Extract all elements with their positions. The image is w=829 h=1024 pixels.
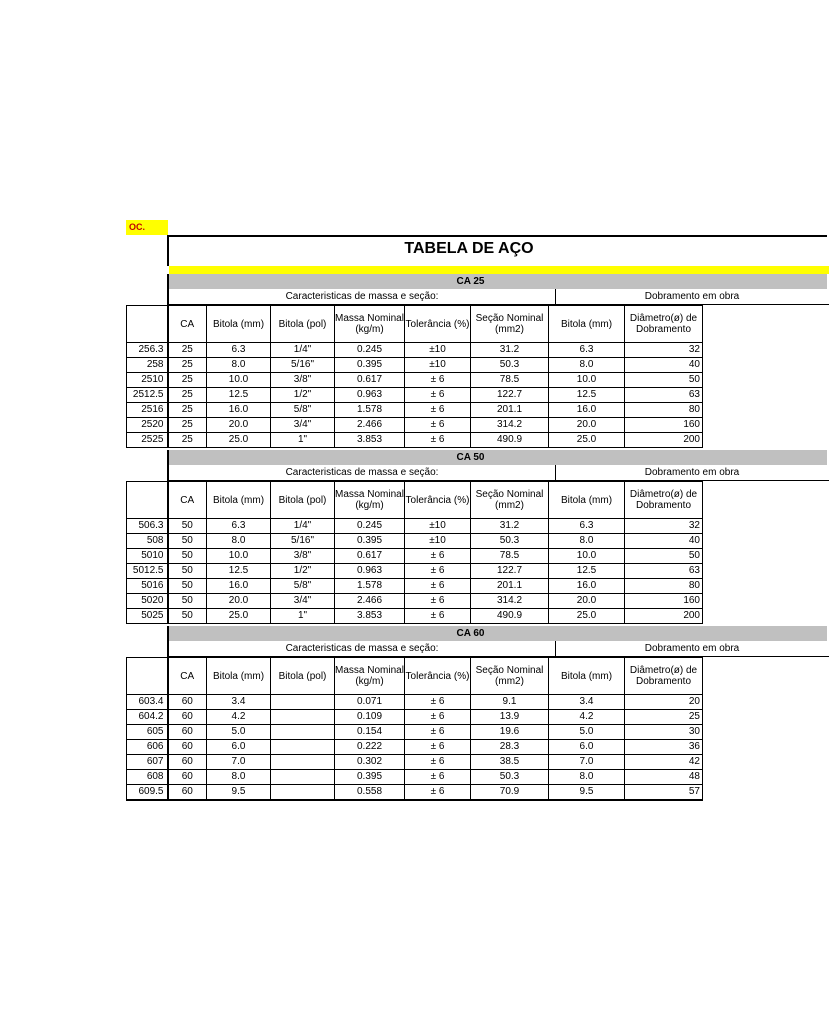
data-table xyxy=(126,305,703,448)
cell-ca: 25 xyxy=(168,433,207,448)
cell-tol: ± 6 xyxy=(405,564,471,579)
cell-tol: ±10 xyxy=(405,343,471,358)
cell-massa: 1.578 xyxy=(335,579,405,594)
column-header-tolerancia: Tolerância (%) xyxy=(405,658,471,695)
cell-pol xyxy=(271,755,335,770)
column-header-bitola-pol: Bitola (pol) xyxy=(271,306,335,343)
cell-diam: 160 xyxy=(625,418,703,433)
column-header-bitola-pol: Bitola (pol) xyxy=(271,658,335,695)
cell-tol: ± 6 xyxy=(405,695,471,710)
cell-massa: 0.395 xyxy=(335,358,405,373)
oc-label: OC. xyxy=(126,220,168,235)
cell-pol: 3/8" xyxy=(271,373,335,388)
cell-tol: ± 6 xyxy=(405,594,471,609)
cell-dmm: 12.5 xyxy=(549,388,625,403)
cell-mm: 8.0 xyxy=(207,358,271,373)
cell-dmm: 3.4 xyxy=(549,695,625,710)
cell-mm: 6.0 xyxy=(207,740,271,755)
cell-code: 609.5 xyxy=(127,785,168,801)
cell-mm: 16.0 xyxy=(207,403,271,418)
cell-tol: ± 6 xyxy=(405,609,471,624)
cell-pol: 1" xyxy=(271,609,335,624)
cell-tol: ± 6 xyxy=(405,725,471,740)
table-row xyxy=(127,785,703,801)
cell-code: 5010 xyxy=(127,549,168,564)
cell-tol: ± 6 xyxy=(405,418,471,433)
column-header-dob-bitola: Bitola (mm) xyxy=(549,482,625,519)
cell-ca: 50 xyxy=(168,549,207,564)
cell-mm: 12.5 xyxy=(207,388,271,403)
cell-massa: 0.302 xyxy=(335,755,405,770)
data-table xyxy=(126,657,703,801)
cell-massa: 0.395 xyxy=(335,770,405,785)
cell-diam: 50 xyxy=(625,373,703,388)
cell-diam: 200 xyxy=(625,433,703,448)
cell-dmm: 6.3 xyxy=(549,343,625,358)
column-header-row xyxy=(127,658,703,695)
cell-tol: ± 6 xyxy=(405,755,471,770)
cell-diam: 80 xyxy=(625,579,703,594)
title-highlight-bar xyxy=(169,266,829,274)
cell-mm: 5.0 xyxy=(207,725,271,740)
cell-dmm: 25.0 xyxy=(549,609,625,624)
steel-table xyxy=(126,235,826,797)
column-header-row xyxy=(127,482,703,519)
cell-code: 256.3 xyxy=(127,343,168,358)
cell-tol: ± 6 xyxy=(405,579,471,594)
column-header-diametro: Diâmetro(ø) de Dobramento xyxy=(625,482,703,519)
cell-secao: 50.3 xyxy=(471,358,549,373)
cell-ca: 50 xyxy=(168,564,207,579)
cell-diam: 30 xyxy=(625,725,703,740)
cell-tol: ±10 xyxy=(405,358,471,373)
cell-massa: 0.558 xyxy=(335,785,405,801)
cell-code: 5025 xyxy=(127,609,168,624)
cell-mm: 8.0 xyxy=(207,534,271,549)
cell-dmm: 8.0 xyxy=(549,358,625,373)
cell-massa: 0.617 xyxy=(335,373,405,388)
cell-dmm: 25.0 xyxy=(549,433,625,448)
cell-tol: ± 6 xyxy=(405,373,471,388)
column-header-bitola-mm: Bitola (mm) xyxy=(207,482,271,519)
column-header-ca: CA xyxy=(168,306,207,343)
cell-ca: 60 xyxy=(168,725,207,740)
table-row xyxy=(127,388,703,403)
cell-secao: 78.5 xyxy=(471,373,549,388)
cell-ca: 50 xyxy=(168,594,207,609)
cell-tol: ± 6 xyxy=(405,785,471,801)
cell-massa: 3.853 xyxy=(335,609,405,624)
cell-pol xyxy=(271,740,335,755)
cell-code: 5012.5 xyxy=(127,564,168,579)
group-header-bending: Dobramento em obra xyxy=(555,465,829,481)
cell-code: 608 xyxy=(127,770,168,785)
cell-dmm: 7.0 xyxy=(549,755,625,770)
cell-pol xyxy=(271,785,335,801)
cell-secao: 122.7 xyxy=(471,388,549,403)
cell-dmm: 20.0 xyxy=(549,418,625,433)
cell-tol: ± 6 xyxy=(405,770,471,785)
table-viewport xyxy=(126,235,740,805)
cell-dmm: 8.0 xyxy=(549,770,625,785)
cell-diam: 200 xyxy=(625,609,703,624)
cell-massa: 0.963 xyxy=(335,388,405,403)
cell-massa: 1.578 xyxy=(335,403,405,418)
cell-massa: 3.853 xyxy=(335,433,405,448)
cell-secao: 490.9 xyxy=(471,433,549,448)
cell-mm: 7.0 xyxy=(207,755,271,770)
column-header-bitola-mm: Bitola (mm) xyxy=(207,658,271,695)
cell-diam: 63 xyxy=(625,388,703,403)
cell-diam: 63 xyxy=(625,564,703,579)
cell-diam: 48 xyxy=(625,770,703,785)
column-header-dob-bitola: Bitola (mm) xyxy=(549,306,625,343)
cell-mm: 8.0 xyxy=(207,770,271,785)
cell-diam: 20 xyxy=(625,695,703,710)
cell-massa: 0.617 xyxy=(335,549,405,564)
cell-secao: 31.2 xyxy=(471,519,549,534)
cell-code: 2512.5 xyxy=(127,388,168,403)
cell-secao: 70.9 xyxy=(471,785,549,801)
section-label: CA 60 xyxy=(456,628,485,639)
group-header-characteristics: Caracteristicas de massa e seção: xyxy=(169,465,556,481)
data-table xyxy=(126,481,703,624)
cell-secao: 50.3 xyxy=(471,770,549,785)
cell-secao: 31.2 xyxy=(471,343,549,358)
cell-tol: ± 6 xyxy=(405,433,471,448)
cell-secao: 9.1 xyxy=(471,695,549,710)
column-header-tolerancia: Tolerância (%) xyxy=(405,306,471,343)
table-row xyxy=(127,710,703,725)
cell-code: 2525 xyxy=(127,433,168,448)
cell-pol: 1/2" xyxy=(271,564,335,579)
cell-pol: 1/2" xyxy=(271,388,335,403)
cell-massa: 0.395 xyxy=(335,534,405,549)
table-row xyxy=(127,343,703,358)
cell-pol: 5/8" xyxy=(271,579,335,594)
cell-ca: 60 xyxy=(168,695,207,710)
cell-dmm: 16.0 xyxy=(549,403,625,418)
cell-secao: 314.2 xyxy=(471,594,549,609)
cell-dmm: 6.3 xyxy=(549,519,625,534)
cell-secao: 13.9 xyxy=(471,710,549,725)
section-header xyxy=(167,274,827,289)
cell-secao: 19.6 xyxy=(471,725,549,740)
column-header-code xyxy=(127,306,168,343)
cell-tol: ± 6 xyxy=(405,740,471,755)
cell-secao: 490.9 xyxy=(471,609,549,624)
cell-diam: 160 xyxy=(625,594,703,609)
cell-mm: 12.5 xyxy=(207,564,271,579)
cell-code: 2520 xyxy=(127,418,168,433)
cell-ca: 50 xyxy=(168,519,207,534)
section-label: CA 50 xyxy=(456,452,485,463)
cell-mm: 6.3 xyxy=(207,519,271,534)
cell-mm: 10.0 xyxy=(207,373,271,388)
cell-mm: 3.4 xyxy=(207,695,271,710)
column-header-massa: Massa Nominal (kg/m) xyxy=(335,482,405,519)
cell-code: 605 xyxy=(127,725,168,740)
cell-massa: 0.963 xyxy=(335,564,405,579)
group-header-characteristics: Caracteristicas de massa e seção: xyxy=(169,641,556,657)
cell-dmm: 10.0 xyxy=(549,549,625,564)
cell-secao: 78.5 xyxy=(471,549,549,564)
group-header-row xyxy=(167,641,827,657)
cell-dmm: 6.0 xyxy=(549,740,625,755)
cell-code: 607 xyxy=(127,755,168,770)
cell-pol: 5/8" xyxy=(271,403,335,418)
cell-code: 603.4 xyxy=(127,695,168,710)
cell-dmm: 20.0 xyxy=(549,594,625,609)
column-header-dob-bitola: Bitola (mm) xyxy=(549,658,625,695)
cell-secao: 50.3 xyxy=(471,534,549,549)
cell-ca: 25 xyxy=(168,358,207,373)
cell-pol: 5/16" xyxy=(271,358,335,373)
cell-dmm: 8.0 xyxy=(549,534,625,549)
cell-code: 5020 xyxy=(127,594,168,609)
cell-ca: 50 xyxy=(168,534,207,549)
cell-massa: 0.154 xyxy=(335,725,405,740)
cell-diam: 32 xyxy=(625,343,703,358)
table-row xyxy=(127,403,703,418)
page-title: TABELA DE AÇO xyxy=(404,240,534,257)
cell-ca: 25 xyxy=(168,343,207,358)
cell-massa: 2.466 xyxy=(335,418,405,433)
cell-dmm: 5.0 xyxy=(549,725,625,740)
cell-pol: 1/4" xyxy=(271,519,335,534)
group-header-row xyxy=(167,289,827,305)
cell-pol xyxy=(271,710,335,725)
cell-massa: 0.245 xyxy=(335,343,405,358)
group-header-bending: Dobramento em obra xyxy=(555,641,829,657)
cell-mm: 20.0 xyxy=(207,594,271,609)
cell-ca: 25 xyxy=(168,388,207,403)
cell-diam: 57 xyxy=(625,785,703,801)
table-row xyxy=(127,695,703,710)
column-header-code xyxy=(127,482,168,519)
cell-pol xyxy=(271,725,335,740)
cell-ca: 25 xyxy=(168,403,207,418)
table-row xyxy=(127,358,703,373)
cell-mm: 4.2 xyxy=(207,710,271,725)
cell-dmm: 12.5 xyxy=(549,564,625,579)
column-header-secao: Seção Nominal (mm2) xyxy=(471,482,549,519)
cell-tol: ±10 xyxy=(405,519,471,534)
column-header-bitola-pol: Bitola (pol) xyxy=(271,482,335,519)
cell-dmm: 4.2 xyxy=(549,710,625,725)
table-row xyxy=(127,373,703,388)
column-header-diametro: Diâmetro(ø) de Dobramento xyxy=(625,658,703,695)
table-row xyxy=(127,549,703,564)
cell-dmm: 16.0 xyxy=(549,579,625,594)
cell-mm: 6.3 xyxy=(207,343,271,358)
cell-mm: 9.5 xyxy=(207,785,271,801)
cell-ca: 50 xyxy=(168,609,207,624)
column-header-bitola-mm: Bitola (mm) xyxy=(207,306,271,343)
cell-code: 5016 xyxy=(127,579,168,594)
column-header-secao: Seção Nominal (mm2) xyxy=(471,658,549,695)
cell-tol: ± 6 xyxy=(405,403,471,418)
title-row xyxy=(126,235,826,266)
cell-code: 258 xyxy=(127,358,168,373)
cell-massa: 0.222 xyxy=(335,740,405,755)
section-header xyxy=(167,626,827,641)
cell-ca: 60 xyxy=(168,755,207,770)
table-row xyxy=(127,740,703,755)
cell-diam: 40 xyxy=(625,358,703,373)
column-header-code xyxy=(127,658,168,695)
cell-diam: 32 xyxy=(625,519,703,534)
cell-diam: 80 xyxy=(625,403,703,418)
cell-ca: 25 xyxy=(168,373,207,388)
cell-code: 2510 xyxy=(127,373,168,388)
cell-massa: 2.466 xyxy=(335,594,405,609)
table-row xyxy=(127,755,703,770)
cell-ca: 25 xyxy=(168,418,207,433)
column-header-ca: CA xyxy=(168,482,207,519)
cell-secao: 122.7 xyxy=(471,564,549,579)
cell-diam: 36 xyxy=(625,740,703,755)
cell-secao: 201.1 xyxy=(471,579,549,594)
cell-dmm: 9.5 xyxy=(549,785,625,801)
group-header-characteristics: Caracteristicas de massa e seção: xyxy=(169,289,556,305)
table-row xyxy=(127,433,703,448)
table-row xyxy=(127,770,703,785)
cell-pol: 3/4" xyxy=(271,418,335,433)
cell-diam: 42 xyxy=(625,755,703,770)
cell-mm: 16.0 xyxy=(207,579,271,594)
table-row xyxy=(127,418,703,433)
table-row xyxy=(127,594,703,609)
column-header-massa: Massa Nominal (kg/m) xyxy=(335,658,405,695)
section-label: CA 25 xyxy=(456,276,485,287)
section-header xyxy=(167,450,827,465)
table-row xyxy=(127,564,703,579)
cell-code: 604.2 xyxy=(127,710,168,725)
cell-massa: 0.071 xyxy=(335,695,405,710)
column-header-massa: Massa Nominal (kg/m) xyxy=(335,306,405,343)
cell-massa: 0.245 xyxy=(335,519,405,534)
cell-tol: ± 6 xyxy=(405,549,471,564)
cell-pol: 5/16" xyxy=(271,534,335,549)
column-header-ca: CA xyxy=(168,658,207,695)
cell-ca: 50 xyxy=(168,579,207,594)
cell-pol: 1" xyxy=(271,433,335,448)
column-header-secao: Seção Nominal (mm2) xyxy=(471,306,549,343)
table-row xyxy=(127,579,703,594)
cell-secao: 314.2 xyxy=(471,418,549,433)
cell-mm: 20.0 xyxy=(207,418,271,433)
table-row xyxy=(127,609,703,624)
column-header-row xyxy=(127,306,703,343)
cell-mm: 25.0 xyxy=(207,609,271,624)
cell-diam: 50 xyxy=(625,549,703,564)
cell-tol: ±10 xyxy=(405,534,471,549)
cell-ca: 60 xyxy=(168,785,207,801)
group-header-bending: Dobramento em obra xyxy=(555,289,829,305)
cell-secao: 38.5 xyxy=(471,755,549,770)
column-header-diametro: Diâmetro(ø) de Dobramento xyxy=(625,306,703,343)
column-header-tolerancia: Tolerância (%) xyxy=(405,482,471,519)
cell-massa: 0.109 xyxy=(335,710,405,725)
cell-pol xyxy=(271,770,335,785)
cell-code: 508 xyxy=(127,534,168,549)
table-row xyxy=(127,519,703,534)
cell-mm: 10.0 xyxy=(207,549,271,564)
cell-diam: 40 xyxy=(625,534,703,549)
cell-ca: 60 xyxy=(168,710,207,725)
table-row xyxy=(127,725,703,740)
cell-secao: 201.1 xyxy=(471,403,549,418)
cell-code: 506.3 xyxy=(127,519,168,534)
cell-secao: 28.3 xyxy=(471,740,549,755)
table-row xyxy=(127,534,703,549)
cell-dmm: 10.0 xyxy=(549,373,625,388)
cell-pol xyxy=(271,695,335,710)
cell-diam: 25 xyxy=(625,710,703,725)
cell-pol: 3/4" xyxy=(271,594,335,609)
cell-tol: ± 6 xyxy=(405,388,471,403)
cell-mm: 25.0 xyxy=(207,433,271,448)
group-header-row xyxy=(167,465,827,481)
cell-pol: 1/4" xyxy=(271,343,335,358)
cell-ca: 60 xyxy=(168,740,207,755)
cell-code: 606 xyxy=(127,740,168,755)
cell-code: 2516 xyxy=(127,403,168,418)
cell-ca: 60 xyxy=(168,770,207,785)
cell-tol: ± 6 xyxy=(405,710,471,725)
cell-pol: 3/8" xyxy=(271,549,335,564)
